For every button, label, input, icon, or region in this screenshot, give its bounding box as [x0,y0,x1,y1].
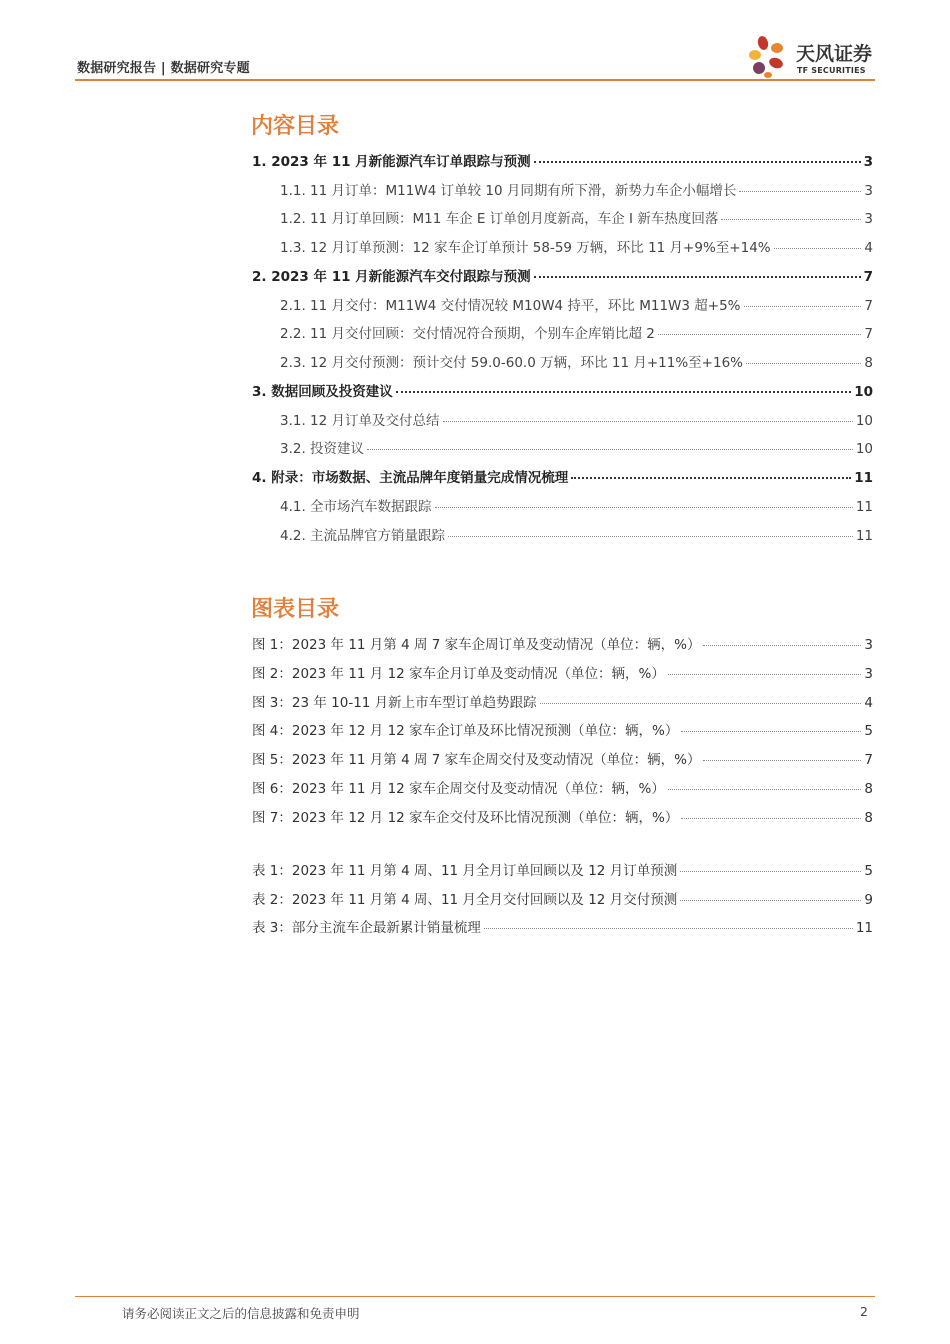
toc-entry[interactable]: 1.2. 11 月订单回顾：M11 车企 E 订单创月度新高，车企 I 新车热度回落 3 [280,211,873,227]
toc-entry[interactable]: 2. 2023 年 11 月新能源汽车交付跟踪与预测 7 [252,269,873,285]
page-number: 2 [860,1304,868,1319]
table-entry[interactable]: 表 3：部分主流车企最新累计销量梳理 11 [252,920,873,936]
toc-entry[interactable]: 2.1. 11 月交付：M11W4 交付情况较 M10W4 持平，环比 M11W3 超+5% 7 [280,298,873,314]
toc-entry[interactable]: 3.1. 12 月订单及交付总结 10 [280,413,873,429]
logo-name: 天风证券 [796,43,873,65]
figure-entry[interactable]: 图 3：23 年 10-11 月新上市车型订单趋势跟踪 4 [252,695,873,711]
toc-entry[interactable]: 4.1. 全市场汽车数据跟踪 11 [280,499,873,515]
figure-entry[interactable]: 图 2：2023 年 11 月 12 家车企月订单及变动情况（单位：辆，%） 3 [252,666,873,682]
toc-entry[interactable]: 1.3. 12 月订单预测：12 家车企订单预计 58-59 万辆，环比 11 月+9%至+14% 4 [280,240,873,256]
figure-entry[interactable]: 图 6：2023 年 11 月 12 家车企周交付及变动情况（单位：辆，%） 8 [252,781,873,797]
toc-entry[interactable]: 3. 数据回顾及投资建议 10 [252,384,873,400]
toc-entry[interactable]: 2.3. 12 月交付预测：预计交付 59.0-60.0 万辆，环比 11 月+11%至+16% 8 [280,355,873,371]
report-type: 数据研究报告 | 数据研究专题 [77,61,250,76]
toc-entry[interactable]: 4. 附录：市场数据、主流品牌年度销量完成情况梳理 11 [252,470,873,486]
table-entry[interactable]: 表 1：2023 年 11 月第 4 周、11 月全月订单回顾以及 12 月订单预测 5 [252,863,873,879]
toc-title: 内容目录 [251,114,340,139]
table-entry[interactable]: 表 2：2023 年 11 月第 4 周、11 月全月交付回顾以及 12 月交付预测 9 [252,892,873,908]
toc-entry[interactable]: 3.2. 投资建议 10 [280,441,873,457]
figure-entry[interactable]: 图 4：2023 年 12 月 12 家车企订单及环比情况预测（单位：辆，%） 5 [252,723,873,739]
footer-divider [75,1296,875,1297]
toc-entry[interactable]: 2.2. 11 月交付回顾：交付情况符合预期，个别车企库销比超 2 7 [280,326,873,342]
footer-disclaimer: 请务必阅读正文之后的信息披露和免责申明 [122,1306,360,1321]
logo-subtitle: TF SECURITIES [797,66,866,75]
header-divider [75,79,875,81]
tf-securities-logo-icon [746,34,792,80]
figure-entry[interactable]: 图 1：2023 年 11 月第 4 周 7 家车企周订单及变动情况（单位：辆，%） 3 [252,637,873,653]
toc-entry[interactable]: 1.1. 11 月订单：M11W4 订单较 10 月同期有所下滑，新势力车企小幅增长 3 [280,183,873,199]
toc-entry[interactable]: 4.2. 主流品牌官方销量跟踪 11 [280,528,873,544]
figure-entry[interactable]: 图 5：2023 年 11 月第 4 周 7 家车企周交付及变动情况（单位：辆，%） 7 [252,752,873,768]
figure-toc-title: 图表目录 [251,597,340,622]
figure-entry[interactable]: 图 7：2023 年 12 月 12 家车企交付及环比情况预测（单位：辆，%） 8 [252,810,873,826]
company-logo [746,34,876,80]
toc-entry[interactable]: 1. 2023 年 11 月新能源汽车订单跟踪与预测 3 [252,154,873,170]
